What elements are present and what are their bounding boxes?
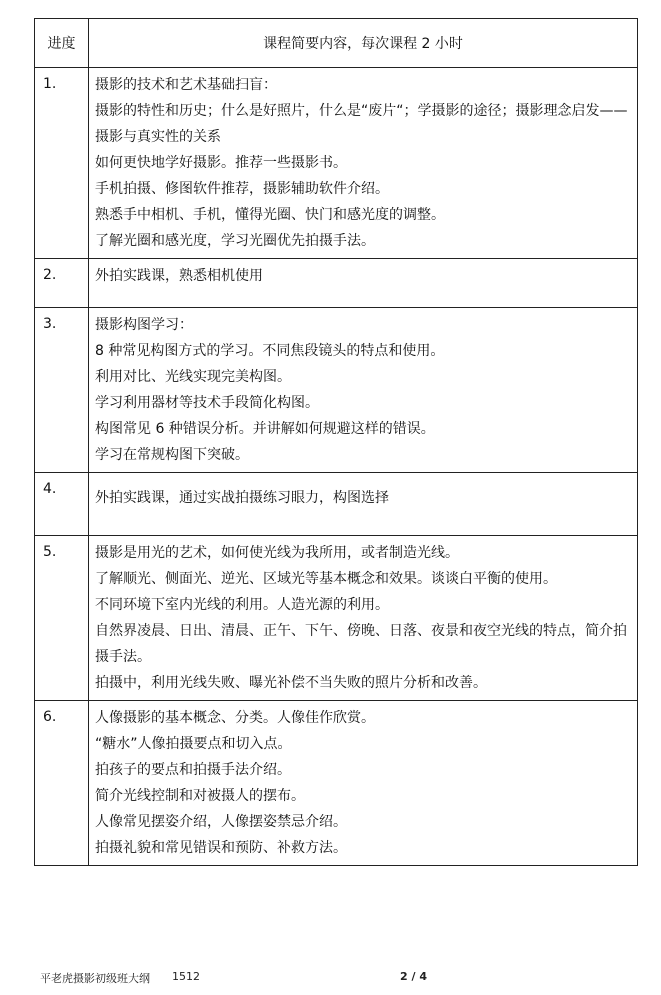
row-content [89, 536, 638, 701]
syllabus-table [34, 18, 638, 866]
content-line: 简介光线控制和对被摄人的摆布。 [95, 788, 305, 804]
content-line: 人像常见摆姿介绍，人像摆姿禁忌介绍。 [95, 814, 347, 830]
table-row [35, 259, 638, 308]
row-number: 3. [35, 308, 89, 473]
content-line: 摄影构图学习： [95, 317, 193, 333]
content-line: 拍摄礼貌和常见错误和预防、补救方法。 [95, 840, 347, 856]
table-header-row [35, 19, 638, 68]
content-line: 摄影的技术和艺术基础扫盲： [95, 77, 277, 93]
content-line: 外拍实践课，熟悉相机使用 [95, 268, 263, 284]
header-progress: 进度 [35, 19, 89, 68]
content-line: 利用对比、光线实现完美构图。 [95, 369, 291, 385]
content-line: 8 种常见构图方式的学习。不同焦段镜头的特点和使用。 [95, 343, 445, 359]
footer-code: 1512 [172, 970, 200, 983]
header-content: 课程简要内容，每次课程 2 小时 [89, 19, 638, 68]
content-line: 学习在常规构图下突破。 [95, 447, 249, 463]
content-line: 外拍实践课，通过实战拍摄练习眼力，构图选择 [95, 490, 389, 506]
content-line: 了解顺光、侧面光、逆光、区域光等基本概念和效果。谈谈白平衡的使用。 [95, 571, 557, 587]
content-line: 不同环境下室内光线的利用。人造光源的利用。 [95, 597, 389, 613]
footer-title: 平老虎摄影初级班大纲 [40, 972, 150, 985]
content-line: 自然界凌晨、日出、清晨、正午、下午、傍晚、日落、夜景和夜空光线的特点，简介拍摄手法。 [95, 623, 627, 665]
content-line: 学习利用器材等技术手段简化构图。 [95, 395, 319, 411]
row-number: 5. [35, 536, 89, 701]
row-content [89, 701, 638, 866]
row-number: 2. [35, 259, 89, 308]
page-number: 2 / 4 [400, 970, 427, 983]
content-line: 手机拍摄、修图软件推荐，摄影辅助软件介绍。 [95, 181, 389, 197]
table-row [35, 473, 638, 536]
table-row [35, 68, 638, 259]
table-row [35, 701, 638, 866]
row-number: 4. [35, 473, 89, 536]
content-line: 构图常见 6 种错误分析。并讲解如何规避这样的错误。 [95, 421, 435, 437]
content-line: 人像摄影的基本概念、分类。人像佳作欣赏。 [95, 710, 375, 726]
content-line: 了解光圈和感光度，学习光圈优先拍摄手法。 [95, 233, 375, 249]
table-row [35, 536, 638, 701]
content-line: 熟悉手中相机、手机，懂得光圈、快门和感光度的调整。 [95, 207, 445, 223]
content-line: 拍摄中，利用光线失败、曝光补偿不当失败的照片分析和改善。 [95, 675, 487, 691]
row-content [89, 473, 638, 536]
content-line: “糖水”人像拍摄要点和切入点。 [95, 736, 292, 752]
content-line: 如何更快地学好摄影。推荐一些摄影书。 [95, 155, 347, 171]
row-number: 1. [35, 68, 89, 259]
row-content [89, 68, 638, 259]
row-content [89, 308, 638, 473]
content-line: 摄影的特性和历史；什么是好照片，什么是“废片“；学摄影的途径；摄影理念启发——摄影与真实性的关系 [95, 103, 628, 145]
row-number: 6. [35, 701, 89, 866]
table-row [35, 308, 638, 473]
content-line: 拍孩子的要点和拍摄手法介绍。 [95, 762, 291, 778]
content-line: 摄影是用光的艺术，如何使光线为我所用，或者制造光线。 [95, 545, 459, 561]
row-content [89, 259, 638, 308]
